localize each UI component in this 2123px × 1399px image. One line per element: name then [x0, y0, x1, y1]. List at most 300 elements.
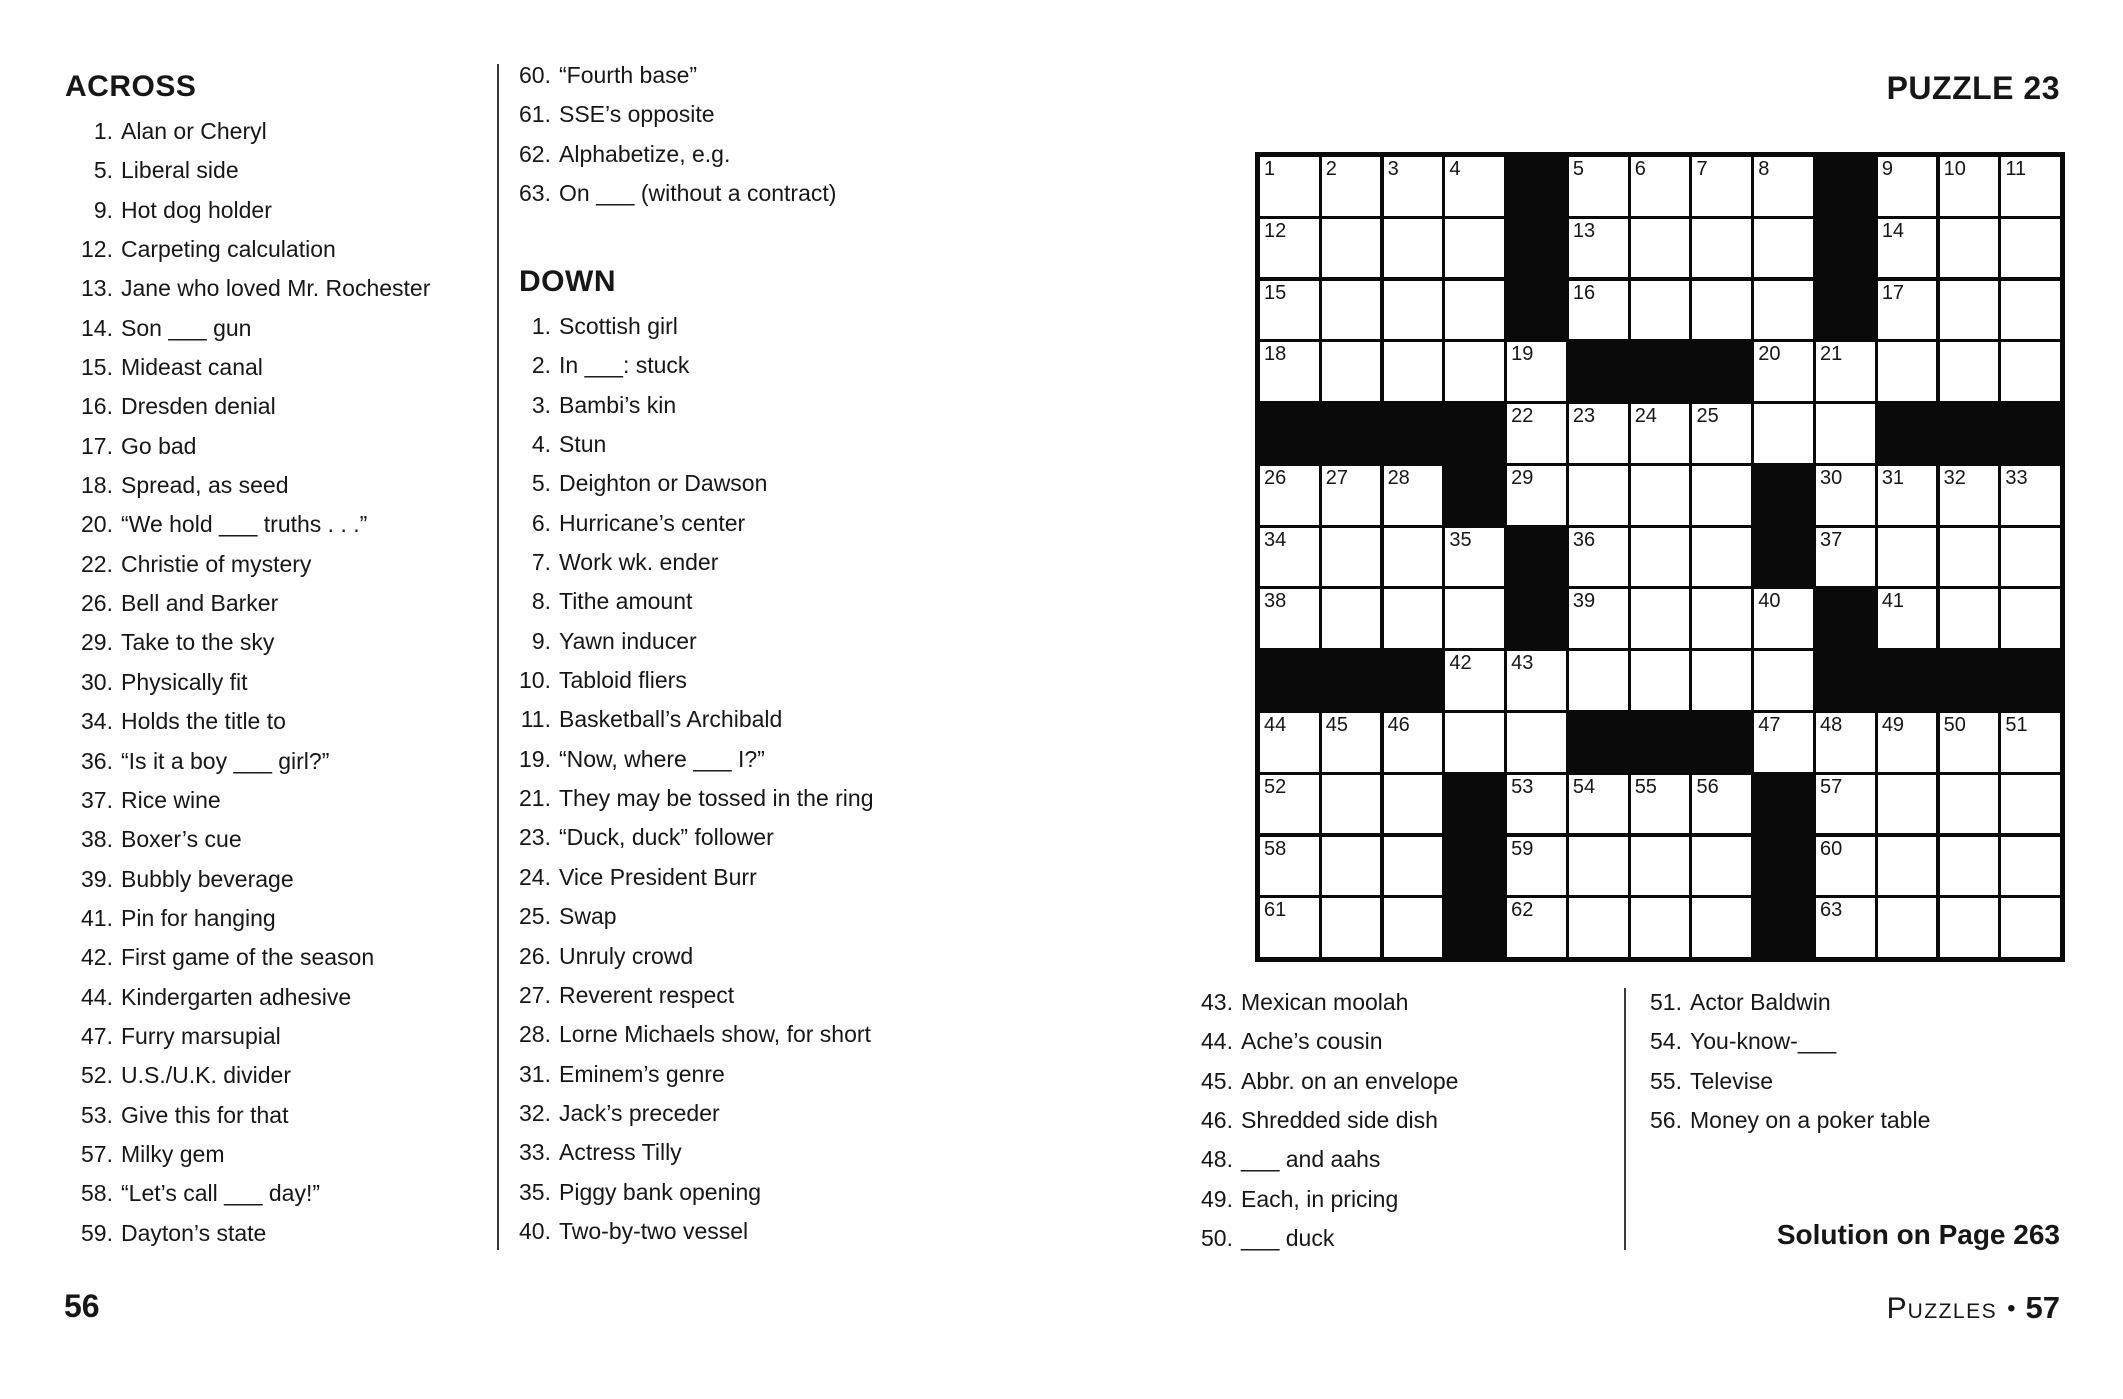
- grid-cell-black: [1445, 775, 1504, 834]
- grid-cell: [1507, 466, 1566, 525]
- grid-cell-number: 50: [1943, 714, 1966, 737]
- clue-text: Alphabetize, e.g.: [559, 140, 731, 167]
- grid-cell: [1322, 281, 1381, 340]
- grid-cell: [1754, 281, 1813, 340]
- grid-cell: [1569, 281, 1628, 340]
- clue-number: 44.: [81, 983, 113, 1010]
- clue: [64, 269, 430, 308]
- grid-cell: [1631, 775, 1690, 834]
- clue-number: 57.: [81, 1140, 113, 1167]
- grid-cell: [1507, 775, 1566, 834]
- clue-text: Actress Tilly: [559, 1139, 682, 1166]
- clue-text: Lorne Michaels show, for short: [559, 1021, 871, 1048]
- clue-number: 5.: [531, 470, 551, 497]
- grid-cell: [1384, 713, 1443, 772]
- grid-cell: [1260, 775, 1319, 834]
- grid-cell-number: 55: [1634, 775, 1657, 798]
- grid-cell-number: 49: [1881, 714, 1905, 737]
- grid-cell: [1940, 466, 1999, 525]
- grid-cell-black: [1384, 404, 1443, 463]
- clue-text: “Is it a boy ___ girl?”: [121, 747, 330, 774]
- grid-cell-black: [1569, 713, 1628, 772]
- grid-cell: [1878, 898, 1937, 957]
- grid-cell: [1322, 589, 1381, 648]
- clue-text: Hot dog holder: [121, 196, 272, 223]
- clue-text: Tabloid fliers: [559, 667, 687, 694]
- grid-cell: [1754, 219, 1813, 278]
- grid-cell: [1260, 589, 1319, 648]
- clue-text: ___ duck: [1241, 1225, 1335, 1252]
- clue-number: 63.: [519, 180, 551, 207]
- clue: [64, 230, 430, 269]
- grid-cell: [2001, 157, 2060, 216]
- clue-number: 39.: [81, 865, 113, 892]
- grid-cell-black: [1940, 404, 1999, 463]
- grid-cell-black: [1445, 466, 1504, 525]
- grid-cell: [1260, 898, 1319, 957]
- clue-text: Work wk. ender: [559, 549, 719, 576]
- clue: [519, 622, 874, 661]
- grid-cell: [1692, 651, 1751, 710]
- clue-number: 10.: [519, 667, 551, 694]
- grid-cell: [1569, 775, 1628, 834]
- grid-cell-number: 9: [1881, 158, 1893, 180]
- clue-number: 6.: [531, 509, 551, 536]
- clue-text: Deighton or Dawson: [559, 470, 768, 497]
- grid-cell-number: 27: [1325, 466, 1349, 489]
- clue-number: 15.: [81, 354, 113, 381]
- left-page-number: 56: [64, 1288, 100, 1324]
- grid-cell: [1507, 342, 1566, 401]
- grid-cell-number: 23: [1572, 405, 1596, 428]
- grid-cell: [1754, 589, 1813, 648]
- clue: [64, 584, 430, 623]
- clue-text: First game of the season: [121, 944, 375, 971]
- grid-cell: [1445, 528, 1504, 587]
- grid-cell: [1569, 219, 1628, 278]
- clue-number: 11.: [520, 706, 551, 733]
- clue-number: 9.: [93, 196, 113, 223]
- grid-cell: [1322, 898, 1381, 957]
- clue-text: Dresden denial: [121, 393, 276, 420]
- clue-number: 62.: [519, 140, 551, 167]
- clue-text: Swap: [559, 903, 617, 930]
- grid-cell: [2001, 837, 2060, 896]
- clue-text: Mexican moolah: [1241, 989, 1409, 1015]
- grid-cell-black: [1878, 651, 1937, 710]
- clue: [64, 466, 430, 505]
- grid-cell: [1384, 157, 1443, 216]
- grid-cell-number: 47: [1758, 714, 1781, 737]
- clue-text: Bambi’s kin: [559, 391, 677, 418]
- grid-cell: [1384, 775, 1443, 834]
- footer-book-title-rest: UZZLES: [1907, 1300, 1998, 1323]
- grid-cell-number: 5: [1572, 158, 1585, 180]
- clue: [519, 464, 874, 503]
- clue-text: Basketball’s Archibald: [559, 706, 783, 733]
- grid-cell: [1631, 157, 1690, 216]
- grid-cell: [1878, 466, 1937, 525]
- grid-cell-number: 14: [1881, 219, 1905, 242]
- clue: [64, 702, 430, 741]
- grid-cell-number: 6: [1634, 158, 1646, 180]
- clue-text: “We hold ___ truths . . .”: [121, 511, 368, 538]
- right-page-number: 57: [2025, 1290, 2060, 1325]
- grid-cell-black: [1631, 342, 1690, 401]
- right-page-footer: [1887, 1290, 2060, 1326]
- clue-number: 56.: [1650, 1107, 1682, 1134]
- grid-cell-number: 39: [1572, 590, 1596, 613]
- grid-cell-number: 4: [1449, 158, 1461, 180]
- grid-cell-number: 60: [1820, 837, 1843, 860]
- grid-cell: [1445, 589, 1504, 648]
- grid-cell-number: 57: [1820, 775, 1843, 798]
- grid-cell: [1940, 837, 1999, 896]
- grid-cell-black: [2001, 404, 2060, 463]
- grid-cell-number: 12: [1264, 219, 1287, 242]
- clue: [519, 740, 874, 779]
- clue: [519, 346, 874, 385]
- grid-cell-number: 46: [1387, 714, 1410, 737]
- clue-number: 1.: [531, 313, 551, 339]
- grid-cell: [2001, 589, 2060, 648]
- grid-cell-number: 8: [1758, 158, 1770, 180]
- grid-cell: [1940, 157, 1999, 216]
- clue-number: 30.: [81, 668, 113, 695]
- grid-cell-number: 7: [1696, 158, 1708, 180]
- grid-cell-number: 30: [1820, 466, 1843, 489]
- grid-cell-number: 63: [1820, 899, 1843, 922]
- clue: [1185, 1180, 1458, 1219]
- clue-number: 7.: [531, 549, 551, 576]
- clue-number: 9.: [531, 627, 551, 654]
- clue-text: Hurricane’s center: [559, 509, 746, 536]
- clue-number: 29.: [81, 629, 113, 656]
- grid-cell: [1322, 466, 1381, 525]
- grid-cell: [1322, 342, 1381, 401]
- grid-cell: [2001, 775, 2060, 834]
- grid-cell: [1384, 219, 1443, 278]
- clue-number: 36.: [81, 747, 113, 774]
- clue: [64, 1135, 430, 1174]
- clue-text: Alan or Cheryl: [121, 118, 267, 144]
- grid-cell-black: [1445, 404, 1504, 463]
- clue-text: Ache’s cousin: [1241, 1028, 1383, 1055]
- clue-text: Yawn inducer: [559, 627, 697, 654]
- clue-text: Two-by-two vessel: [559, 1217, 749, 1244]
- clue-text: Stun: [559, 431, 607, 458]
- clue: [64, 309, 430, 348]
- grid-cell-number: 62: [1511, 899, 1534, 922]
- grid-cell: [1322, 528, 1381, 587]
- puzzle-title: PUZZLE 23: [1886, 70, 2060, 106]
- grid-cell: [1878, 281, 1937, 340]
- clue: [64, 820, 430, 859]
- grid-cell-black: [1631, 713, 1690, 772]
- clue-text: Physically fit: [121, 668, 248, 695]
- grid-cell-black: [1878, 404, 1937, 463]
- clue-text: Abbr. on an envelope: [1241, 1067, 1459, 1094]
- grid-cell: [2001, 219, 2060, 278]
- clue-number: 53.: [81, 1101, 113, 1128]
- grid-cell: [2001, 898, 2060, 957]
- grid-cell: [1631, 528, 1690, 587]
- grid-cell: [1631, 837, 1690, 896]
- grid-cell-number: 10: [1943, 158, 1966, 180]
- clue: [64, 387, 430, 426]
- clue: [64, 151, 430, 190]
- grid-cell: [2001, 466, 2060, 525]
- grid-cell-number: 45: [1325, 714, 1349, 737]
- grid-cell-black: [1445, 837, 1504, 896]
- clue: [1634, 1022, 1930, 1061]
- grid-cell-number: 51: [2005, 714, 2028, 737]
- grid-cell-number: 29: [1511, 466, 1534, 489]
- grid-cell-black: [1754, 898, 1813, 957]
- clue-number: 49.: [1201, 1185, 1233, 1212]
- clue-text: Spread, as seed: [121, 472, 289, 499]
- clue: [519, 858, 874, 897]
- clue: [519, 1173, 874, 1212]
- clue-text: Milky gem: [121, 1140, 225, 1167]
- grid-cell: [1754, 342, 1813, 401]
- clue-number: 16.: [81, 393, 113, 420]
- clue: [64, 191, 430, 230]
- clue: [519, 1212, 874, 1251]
- grid-cell: [1816, 775, 1875, 834]
- grid-cell-number: 36: [1572, 528, 1596, 551]
- clue-number: 41.: [81, 904, 113, 931]
- clue: [519, 56, 836, 95]
- grid-cell-number: 61: [1264, 899, 1287, 922]
- grid-cell: [1260, 713, 1319, 772]
- clue-number: 13.: [81, 275, 113, 302]
- clue-number: 33.: [519, 1139, 551, 1166]
- clue: [519, 1094, 874, 1133]
- clue-text: Furry marsupial: [121, 1022, 281, 1049]
- grid-cell: [1569, 651, 1628, 710]
- grid-cell: [1754, 404, 1813, 463]
- clue-text: ___ and aahs: [1241, 1146, 1381, 1173]
- clue: [1185, 1101, 1458, 1140]
- clue: [64, 505, 430, 544]
- clue-number: 48.: [1201, 1146, 1233, 1173]
- grid-cell-number: 22: [1511, 405, 1534, 428]
- grid-cell-number: 33: [2005, 466, 2028, 489]
- grid-cell-number: 21: [1820, 343, 1843, 366]
- grid-cell: [1692, 219, 1751, 278]
- clue-text: Each, in pricing: [1241, 1185, 1399, 1212]
- clue-number: 54.: [1650, 1028, 1682, 1055]
- grid-cell-number: 56: [1696, 775, 1719, 798]
- grid-cell: [1384, 466, 1443, 525]
- clue: [519, 1015, 874, 1054]
- grid-cell: [1384, 281, 1443, 340]
- grid-cell: [1322, 775, 1381, 834]
- grid-cell: [1692, 466, 1751, 525]
- grid-cell: [1692, 281, 1751, 340]
- clue: [519, 543, 874, 582]
- grid-cell: [1878, 589, 1937, 648]
- clue-number: 37.: [81, 786, 113, 813]
- clue: [64, 427, 430, 466]
- grid-cell-number: 16: [1572, 281, 1596, 304]
- clue: [519, 582, 874, 621]
- grid-cell: [1569, 589, 1628, 648]
- grid-cell-number: 11: [2005, 158, 2027, 180]
- grid-cell-black: [1754, 528, 1813, 587]
- grid-cell: [1507, 713, 1566, 772]
- clue-number: 47.: [81, 1022, 113, 1049]
- grid-cell: [1816, 528, 1875, 587]
- clue-text: Vice President Burr: [559, 863, 757, 890]
- across-heading: ACROSS: [65, 70, 197, 103]
- grid-cell: [1260, 837, 1319, 896]
- clue-text: “Let’s call ___ day!”: [121, 1180, 321, 1207]
- clue-text: Televise: [1690, 1067, 1774, 1094]
- clue: [1634, 1101, 1930, 1140]
- grid-cell: [1507, 651, 1566, 710]
- grid-cell-number: 31: [1881, 466, 1905, 489]
- grid-cell-number: 20: [1758, 343, 1781, 366]
- clue-number: 20.: [81, 511, 113, 538]
- clue: [64, 112, 430, 151]
- grid-cell-number: 52: [1264, 775, 1287, 798]
- grid-cell-number: 42: [1449, 652, 1472, 675]
- grid-cell: [1754, 157, 1813, 216]
- grid-cell: [1631, 651, 1690, 710]
- grid-cell: [1384, 342, 1443, 401]
- grid-cell-black: [1816, 157, 1875, 216]
- grid-cell: [1631, 404, 1690, 463]
- grid-cell-number: 53: [1511, 775, 1534, 798]
- grid-cell: [1878, 775, 1937, 834]
- grid-cell: [1384, 589, 1443, 648]
- clue: [64, 781, 430, 820]
- grid-cell: [2001, 281, 2060, 340]
- clue-text: Boxer’s cue: [121, 826, 242, 853]
- clue-text: Kindergarten adhesive: [121, 983, 352, 1010]
- clue-text: “Fourth base”: [559, 62, 698, 88]
- clue-number: 8.: [531, 588, 551, 615]
- clue-text: Son ___ gun: [121, 314, 252, 341]
- clue: [64, 978, 430, 1017]
- grid-cell: [1878, 837, 1937, 896]
- grid-cell: [1692, 157, 1751, 216]
- clue-number: 50.: [1201, 1225, 1233, 1252]
- grid-cell: [1631, 466, 1690, 525]
- clue-text: You-know-___: [1690, 1028, 1837, 1055]
- clue-text: Dayton’s state: [121, 1219, 267, 1246]
- grid-cell: [1507, 898, 1566, 957]
- grid-cell: [1878, 342, 1937, 401]
- grid-cell: [1878, 157, 1937, 216]
- clue: [64, 663, 430, 702]
- grid-cell-black: [1260, 404, 1319, 463]
- clue-number: 44.: [1201, 1028, 1233, 1055]
- grid-cell: [1940, 219, 1999, 278]
- clue-number: 5.: [93, 157, 113, 184]
- clue-number: 60.: [519, 62, 551, 88]
- grid-cell: [1569, 837, 1628, 896]
- grid-cell: [1940, 775, 1999, 834]
- grid-cell-number: 28: [1387, 466, 1410, 489]
- clue-number: 27.: [519, 981, 551, 1008]
- clue-text: Unruly crowd: [559, 942, 694, 969]
- grid-cell: [1260, 528, 1319, 587]
- clue-text: Carpeting calculation: [121, 236, 336, 263]
- clue-text: Jack’s preceder: [559, 1099, 720, 1126]
- grid-cell-number: 43: [1511, 652, 1534, 675]
- grid-cell: [1816, 342, 1875, 401]
- clue-text: Piggy bank opening: [559, 1178, 762, 1205]
- grid-cell-number: 2: [1325, 158, 1337, 180]
- grid-cell: [1445, 651, 1504, 710]
- grid-cell: [1692, 589, 1751, 648]
- grid-cell: [1940, 528, 1999, 587]
- grid-cell: [1322, 713, 1381, 772]
- grid-cell: [1940, 342, 1999, 401]
- clue-number: 14.: [81, 314, 113, 341]
- clue-text: “Duck, duck” follower: [559, 824, 774, 851]
- grid-cell: [1384, 528, 1443, 587]
- grid-cell: [1260, 281, 1319, 340]
- grid-cell-number: 13: [1572, 219, 1596, 242]
- grid-cell-black: [1260, 651, 1319, 710]
- clue-text: Shredded side dish: [1241, 1107, 1438, 1134]
- grid-cell-black: [1754, 466, 1813, 525]
- grid-cell: [1816, 837, 1875, 896]
- footer-book-title-initial: P: [1886, 1292, 1908, 1325]
- clue: [64, 860, 430, 899]
- grid-cell-number: 1: [1264, 158, 1276, 180]
- clue-number: 46.: [1201, 1107, 1233, 1134]
- grid-cell: [1692, 837, 1751, 896]
- clue: [1634, 1062, 1930, 1101]
- clue: [519, 897, 874, 936]
- grid-cell: [1445, 342, 1504, 401]
- clue: [1634, 983, 1930, 1022]
- clue-number: 51.: [1650, 989, 1682, 1015]
- grid-cell: [1878, 713, 1937, 772]
- grid-cell-number: 34: [1264, 528, 1287, 551]
- clue: [1185, 1022, 1458, 1061]
- clue-number: 26.: [519, 942, 551, 969]
- grid-cell: [1631, 219, 1690, 278]
- grid-cell-number: 19: [1511, 343, 1534, 366]
- clue-number: 42.: [81, 944, 113, 971]
- clue-number: 32.: [519, 1099, 551, 1126]
- clue-number: 21.: [519, 785, 551, 812]
- clue: [519, 779, 874, 818]
- clue: [64, 1096, 430, 1135]
- down-clue-list-below-right: [1634, 983, 1930, 1140]
- grid-cell-black: [1507, 281, 1566, 340]
- clue: [519, 937, 874, 976]
- grid-cell-black: [1507, 589, 1566, 648]
- clue: [1185, 1219, 1458, 1258]
- clue-number: 2.: [531, 352, 551, 379]
- grid-cell-number: 38: [1264, 590, 1287, 613]
- clue: [64, 1174, 430, 1213]
- clue-text: U.S./U.K. divider: [121, 1062, 291, 1089]
- clue-number: 28.: [519, 1021, 551, 1048]
- clue: [1185, 1140, 1458, 1179]
- clue: [519, 307, 874, 346]
- grid-cell: [1754, 651, 1813, 710]
- grid-cell-black: [1322, 404, 1381, 463]
- grid-cell: [1322, 157, 1381, 216]
